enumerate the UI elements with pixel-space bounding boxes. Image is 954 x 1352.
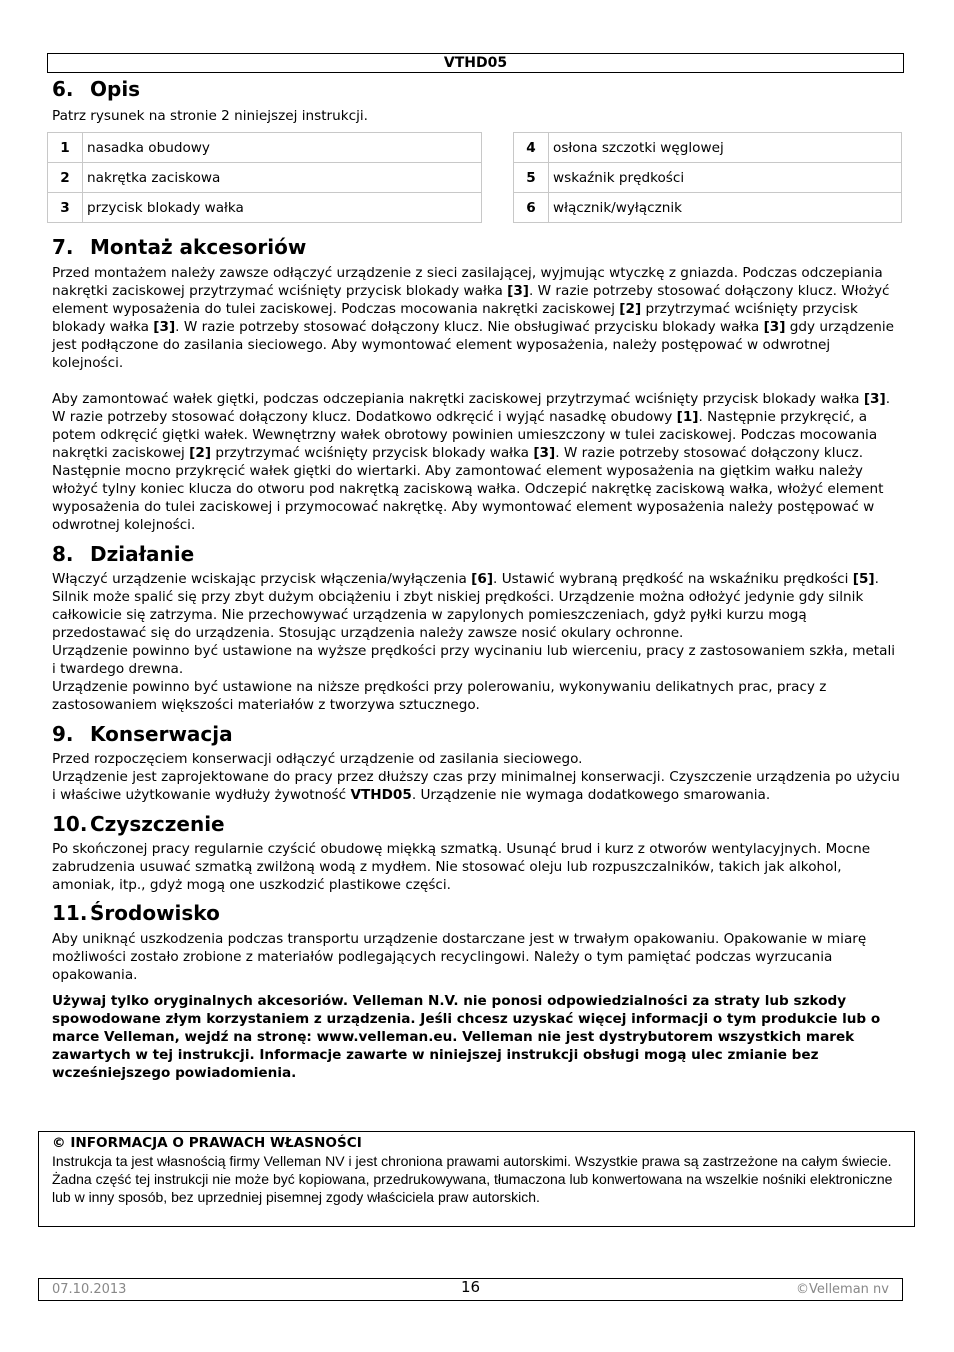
table-row: 2 nakrętka zaciskowa	[48, 163, 482, 193]
parts-table-left	[47, 132, 482, 223]
section-8-paragraph: Włączyć urządzenie wciskając przycisk włączenia/wyłączenia [6]. Ustawić wybraną prędkość na wskaźniku prędkości [5]. Silnik może spalić się przy zbyt dużym obciążeniu i zbyt niskiej prędkości. Urządzenie można odłożyć jedynie gdy silnik całkowicie się zatrzyma. Nie przechowywać urządzenia w zapylonych pomieszczeniach, gdyż pyłki kurzu mogą przedostawać się do urządzenia. Stosując urządzenia należy zawsze nosić okulary ochronne. Urządzenie powinno być ustawione na wyższe prędkości przy wycinaniu lub wierceniu, pracy z zastosowaniem szkła, metali i twardego drewna. Urządzenie powinno być ustawione na niższe prędkości przy polerowaniu, wykonywaniu delikatnych prac, pracy z zastosowaniem większości materiałów z tworzywa sztucznego.	[52, 571, 896, 713]
document-body	[52, 76, 900, 1082]
section-7-paragraph-1: Przed montażem należy zawsze odłączyć urządzenie z sieci zasilającej, wyjmując wtyczkę z gniazda. Podczas odczepiania nakrętki zaciskowej przytrzymać wciśnięty przycisk blokady wałka [3]. W razie potrzeby stosować dołączony klucz. Włożyć element wyposażenia do tulei zaciskowej. Podczas mocowania nakrętki zaciskowej [2] przytrzymać wciśnięty przycisk blokady wałka [3]. W razie potrzeby stosować dołączony klucz. Nie obsługiwać przycisku blokady wałka [3] gdy urządzenie jest podłączone do zasilania sieciowego. Aby wymontować element wyposażenia, należy postępować w odwrotnej kolejności.	[52, 265, 894, 371]
table-row: 1 nasadka obudowy	[48, 133, 482, 163]
section-6-heading: 6. Opis	[52, 77, 141, 101]
parts-tables	[47, 132, 902, 223]
disclaimer: Używaj tylko oryginalnych akcesoriów. Velleman N.V. nie ponosi odpowiedzialności za straty lub szkody spowodowane złym korzystaniem z urządzenia. Jeśli chcesz uzyskać więcej informacji o tym produkcie lub o marce Velleman, wejdź na stronę: www.velleman.eu. Velleman nie jest dystrybutorem wszystkich marek zawartych w tej instrukcji. Informacje zawarte w niniejszej instrukcji obsługi mogą ulec zmianie bez wcześniejszego powiadomienia.	[52, 993, 881, 1081]
section-7-heading: 7. Montaż akcesoriów	[52, 235, 307, 259]
section-6-intro: Patrz rysunek na stronie 2 niniejszej instrukcji.	[52, 108, 368, 124]
section-10-heading: 10. Czyszczenie	[52, 812, 225, 836]
section-8-heading: 8. Działanie	[52, 542, 195, 566]
section-7-paragraph-2: Aby zamontować wałek giętki, podczas odczepiania nakrętki zaciskowej przytrzymać wciśnięty przycisk blokady wałka [3]. W razie potrzeby stosować dołączony klucz. Dodatkowo odkręcić i wyjąć nasadkę obudowy [1]. Następnie przykręcić, a potem odkręcić giętki wałek. Wewnętrzny wałek obrotowy powinien umieszczony w tulei zaciskowej. Podczas mocowania nakrętki zaciskowej [2] przytrzymać wciśnięty przycisk blokady wałka [3]. W razie potrzeby stosować dołączony klucz. Następnie mocno przykręcić wałek giętki do wiertarki. Aby zamontować element wyposażenia na giętkim wałku należy włożyć tylny koniec klucza do otworu pod nakrętką zaciskową wałka. Odczepić nakrętkę zaciskową wałka, włożyć element wyposażenia do tulei zaciskowej i przymocować nakrętkę. Aby wymontować element wyposażenia należy postępować w odwrotnej kolejności.	[52, 391, 891, 533]
page-footer	[38, 1278, 903, 1301]
table-row: 5 wskaźnik prędkości	[514, 163, 902, 193]
table-row: 4 osłona szczotki węglowej	[514, 133, 902, 163]
section-11-heading: 11. Środowisko	[52, 901, 220, 925]
footer-owner: ©Velleman nv	[795, 1282, 889, 1297]
footer-date: 07.10.2013	[52, 1282, 127, 1297]
copyright-text: Instrukcja ta jest własnością firmy Velleman NV i jest chroniona prawami autorskimi. Wszystkie prawa są zastrzeżone na całym świecie. Żadna część tej instrukcji nie może być kopiowana, przedrukowywana, tłumaczona lub konwertowana na wszelkie nośniki elektroniczne lub w inny sposób, bez uprzedniej pisemnej zgody właściciela praw autorskich.	[52, 1153, 893, 1205]
copyright-title: © INFORMACJA O PRAWACH WŁASNOŚCI	[52, 1135, 362, 1151]
table-row: 6 włącznik/wyłącznik	[514, 193, 902, 223]
copyright-box	[38, 1131, 915, 1227]
table-row: 3 przycisk blokady wałka	[48, 193, 482, 223]
page-number: 16	[460, 1278, 481, 1296]
page-header: VTHD05	[47, 53, 904, 73]
section-10-paragraph: Po skończonej pracy regularnie czyścić obudowę miękką szmatką. Usunąć brud i kurz z otworów wentylacyjnych. Mocne zabrudzenia usuwać szmatką zwilżoną wodą z mydłem. Nie stosować oleju lub rozpuszczalników, takich jak alkohol, amoniak, itp., gdyż mogą one uszkodzić plastikowe części.	[52, 841, 871, 893]
section-11-paragraph: Aby uniknąć uszkodzenia podczas transportu urządzenie dostarczane jest w trwałym opakowaniu. Opakowanie w miarę możliwości zostało zrobione z materiałów podlegających recyclingowi. Należy o tym pamiętać podczas wyrzucania opakowania.	[52, 931, 867, 983]
parts-table-right	[513, 132, 902, 223]
section-9-heading: 9. Konserwacja	[52, 722, 233, 746]
section-9-paragraph: Przed rozpoczęciem konserwacji odłączyć urządzenie od zasilania sieciowego. Urządzenie jest zaprojektowane do pracy przez dłuższy czas przy minimalnej konserwacji. Czyszczenie urządzenia po użyciu i właściwe użytkowanie wydłuży żywotność VTHD05. Urządzenie nie wymaga dodatkowego smarowania.	[52, 751, 900, 803]
